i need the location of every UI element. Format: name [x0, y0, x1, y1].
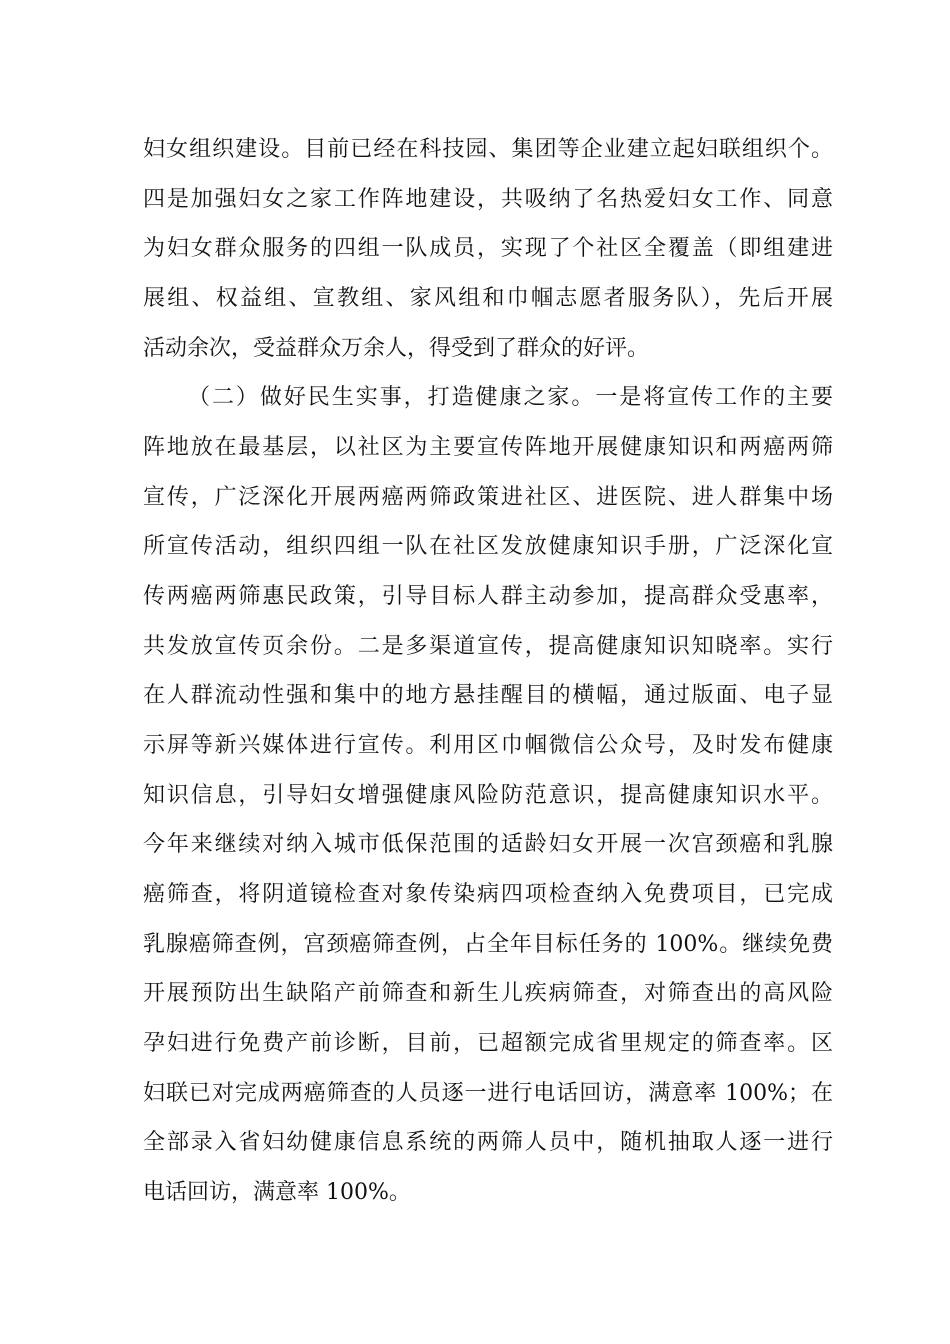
paragraph-line-1: 妇女组织建设。目前已经在科技园、集团等企业建立起妇联组织个。 — [143, 137, 833, 162]
paragraph-line-13: 示屏等新兴媒体进行宣传。利用区巾帼微信公众号，及时发布健康 — [143, 733, 833, 758]
paragraph-line-3: 为妇女群众服务的四组一队成员，实现了个社区全覆盖（即组建进 — [143, 236, 833, 261]
paragraph-line-21: 全部录入省妇幼健康信息系统的两筛人员中，随机抽取人逐一进行 — [143, 1130, 833, 1155]
paragraph-line-19: 孕妇进行免费产前诊断，目前，已超额完成省里规定的筛查率。区 — [143, 1031, 833, 1056]
section-heading-line: （二）做好民生实事，打造健康之家。一是将宣传工作的主要 — [188, 385, 833, 410]
paragraph-line-8: 宣传，广泛深化开展两癌两筛政策进社区、进医院、进人群集中场 — [143, 485, 833, 510]
paragraph-line-5: 活动余次，受益群众万余人，得受到了群众的好评。 — [143, 336, 650, 361]
paragraph-line-15: 今年来继续对纳入城市低保范围的适龄妇女开展一次宫颈癌和乳腺 — [143, 832, 833, 857]
paragraph-line-22: 电话回访，满意率 100%。 — [143, 1180, 411, 1205]
paragraph-line-7: 阵地放在最基层，以社区为主要宣传阵地开展健康知识和两癌两筛 — [143, 435, 833, 460]
paragraph-line-12: 在人群流动性强和集中的地方悬挂醒目的横幅，通过版面、电子显 — [143, 683, 833, 708]
paragraph-line-4: 展组、权益组、宣教组、家风组和巾帼志愿者服务队），先后开展 — [143, 286, 833, 311]
paragraph-line-20: 妇联已对完成两癌筛查的人员逐一进行电话回访，满意率 100%；在 — [143, 1081, 833, 1106]
paragraph-line-18: 开展预防出生缺陷产前筛查和新生儿疾病筛查，对筛查出的高风险 — [143, 981, 833, 1006]
paragraph-line-11: 共发放宣传页余份。二是多渠道宣传，提高健康知识知晓率。实行 — [143, 634, 833, 659]
paragraph-line-10: 传两癌两筛惠民政策，引导目标人群主动参加，提高群众受惠率， — [143, 584, 833, 609]
paragraph-line-17: 乳腺癌筛查例，宫颈癌筛查例，占全年目标任务的 100%。继续免费 — [143, 932, 833, 957]
paragraph-line-2: 四是加强妇女之家工作阵地建设，共吸纳了名热爱妇女工作、同意 — [143, 187, 833, 212]
paragraph-line-16: 癌筛查，将阴道镜检查对象传染病四项检查纳入免费项目，已完成 — [143, 882, 833, 907]
paragraph-line-14: 知识信息，引导妇女增强健康风险防范意识，提高健康知识水平。 — [143, 783, 833, 808]
paragraph-line-9: 所宣传活动，组织四组一队在社区发放健康知识手册，广泛深化宣 — [143, 534, 833, 559]
